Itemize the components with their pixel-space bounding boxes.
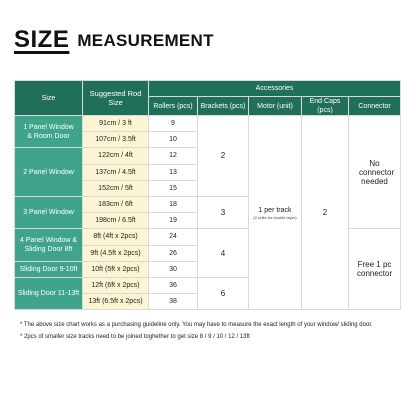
size-group-cell: 1 Panel Window & Room Door — [15, 116, 83, 148]
header-motor: Motor (unit) — [249, 97, 302, 116]
rod-size-cell: 122cm / 4ft — [83, 148, 149, 164]
rod-size-cell: 107cm / 3.5ft — [83, 132, 149, 148]
rod-size-cell: 137cm / 4.5ft — [83, 164, 149, 180]
brackets-cell: 4 — [198, 229, 249, 278]
endcaps-cell: 2 — [302, 116, 349, 310]
rod-size-cell: 198cm / 6.5ft — [83, 213, 149, 229]
size-group-cell: Sliding Door 11-13ft — [15, 277, 83, 309]
title-measurement-word: MEASUREMENT — [77, 31, 214, 50]
rod-size-cell: 91cm / 3 ft — [83, 116, 149, 132]
motor-sub-text: (2 units for double layer) — [253, 214, 297, 220]
size-group-cell: Sliding Door 9-10ft — [15, 261, 83, 277]
rollers-cell: 10 — [149, 132, 198, 148]
header-rollers: Rollers (pcs) — [149, 97, 198, 116]
footnote-guideline: * The above size chart works as a purchasing guideline only. You may have to measure the exact length of your window/ sliding door. — [20, 322, 373, 328]
rollers-cell: 36 — [149, 277, 198, 293]
brackets-cell: 2 — [198, 116, 249, 197]
size-group-cell: 2 Panel Window — [15, 148, 83, 197]
header-accessories: Accessories — [149, 81, 401, 97]
rollers-cell: 18 — [149, 196, 198, 212]
rollers-cell: 15 — [149, 180, 198, 196]
rod-size-cell: 183cm / 6ft — [83, 196, 149, 212]
footnote-join-tracks: * 2pcs of smaller size tracks need to be joined toghether to get size 8 / 9 / 10 / 12 / 13ft — [20, 334, 250, 340]
rollers-cell: 12 — [149, 148, 198, 164]
header-connector: Connector — [349, 97, 401, 116]
connector-cell: Free 1 pc connector — [349, 229, 401, 310]
rod-size-cell: 12ft (6ft x 2pcs) — [83, 277, 149, 293]
motor-main-text: 1 per track — [258, 206, 292, 214]
rollers-cell: 30 — [149, 261, 198, 277]
page-title — [14, 22, 214, 52]
rollers-cell: 13 — [149, 164, 198, 180]
header-row-top — [15, 81, 401, 97]
rollers-cell: 38 — [149, 294, 198, 310]
rod-size-cell: 9ft (4.5ft x 2pcs) — [83, 245, 149, 261]
rod-size-cell: 10ft (5ft x 2pcs) — [83, 261, 149, 277]
rollers-cell: 19 — [149, 213, 198, 229]
title-size-word: SIZE — [14, 26, 70, 53]
rod-size-cell: 13ft (6.5ft x 2pcs) — [83, 294, 149, 310]
header-endcaps: End Caps (pcs) — [302, 97, 349, 116]
brackets-cell: 6 — [198, 277, 249, 309]
rollers-cell: 26 — [149, 245, 198, 261]
table-row — [15, 116, 401, 132]
rollers-cell: 9 — [149, 116, 198, 132]
header-size: Size — [15, 81, 83, 116]
size-group-cell: 3 Panel Window — [15, 196, 83, 228]
header-brackets: Brackets (pcs) — [198, 97, 249, 116]
brackets-cell: 3 — [198, 196, 249, 228]
size-group-cell: 4 Panel Window & Sliding Door 8ft — [15, 229, 83, 261]
rod-size-cell: 8ft (4ft x 2pcs) — [83, 229, 149, 245]
header-rod-size: Suggested Rod Size — [83, 81, 149, 116]
rollers-cell: 24 — [149, 229, 198, 245]
motor-cell — [249, 116, 302, 310]
connector-cell: No connector needed — [349, 116, 401, 229]
size-chart-table — [14, 80, 401, 310]
rod-size-cell: 152cm / 5ft — [83, 180, 149, 196]
